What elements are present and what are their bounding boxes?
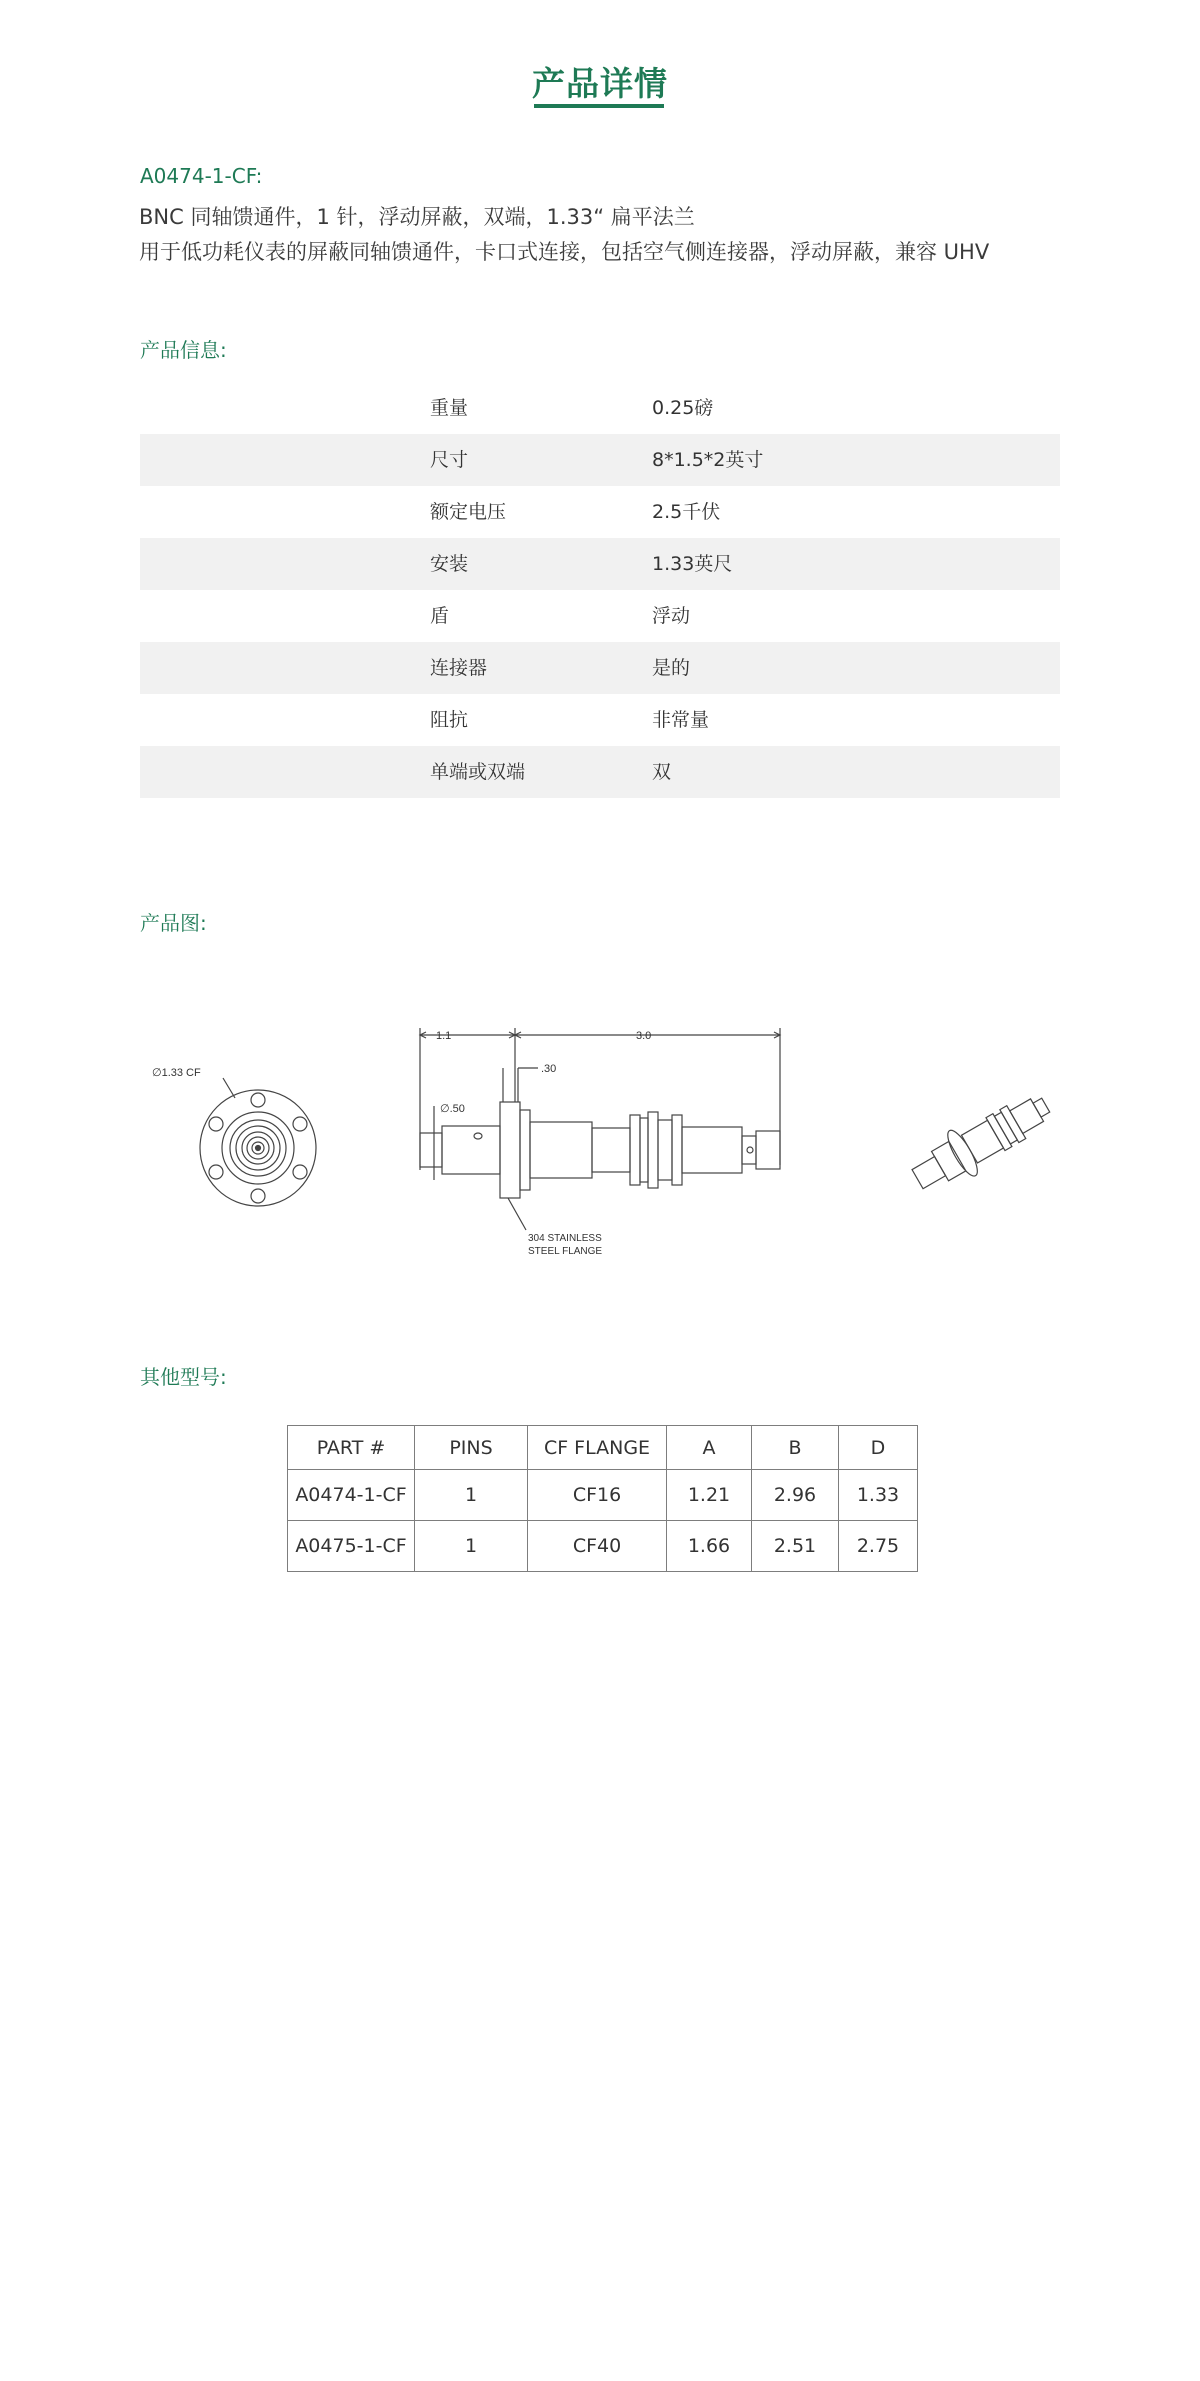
table-cell: 1.21 [667, 1470, 752, 1521]
product-info-table [140, 382, 1060, 798]
table-cell: A0474-1-CF [288, 1470, 415, 1521]
info-value: 0.25磅 [652, 397, 714, 419]
table-cell: 2.75 [839, 1521, 918, 1572]
table-cell: 1.33 [839, 1470, 918, 1521]
description-line-1: BNC 同轴馈通件，1 针，浮动屏蔽，双端，1.33“ 扁平法兰 [139, 205, 695, 229]
info-key: 安装 [430, 553, 469, 575]
table-cell: CF16 [528, 1470, 667, 1521]
table-header-row [288, 1426, 918, 1470]
info-value: 浮动 [652, 605, 691, 627]
title-underline [534, 104, 664, 108]
table-cell: 2.96 [752, 1470, 839, 1521]
flange-front-view [200, 1078, 316, 1206]
feedthrough-isometric-view [905, 1083, 1059, 1202]
info-key: 尺寸 [430, 449, 469, 471]
col-d: D [839, 1426, 918, 1470]
col-part: PART # [288, 1426, 415, 1470]
dim-left-label: 1.1 [436, 1030, 452, 1042]
other-models-table [287, 1425, 918, 1572]
table-cell: CF40 [528, 1521, 667, 1572]
info-row-ends [140, 746, 1060, 798]
dim-pin-label: ∅.50 [440, 1103, 465, 1115]
flange-diameter-label: ∅1.33 CF [152, 1067, 201, 1079]
info-row-weight [140, 382, 1060, 434]
info-key: 单端或双端 [430, 761, 526, 783]
dim-total-label: 3.0 [636, 1030, 652, 1042]
col-a: A [667, 1426, 752, 1470]
part-number-label: A0474-1-CF: [140, 164, 263, 188]
description-line-2: 用于低功耗仪表的屏蔽同轴馈通件，卡口式连接，包括空气侧连接器，浮动屏蔽，兼容 UHV [139, 240, 990, 264]
feedthrough-side-view [420, 1028, 780, 1230]
info-value: 双 [652, 761, 672, 783]
page-title: 产品详情 [532, 64, 668, 103]
info-key: 盾 [430, 605, 450, 627]
info-key: 重量 [430, 397, 469, 419]
other-models-label: 其他型号: [140, 1365, 227, 1389]
table-cell: A0475-1-CF [288, 1521, 415, 1572]
col-cf-flange: CF FLANGE [528, 1426, 667, 1470]
table-cell: 1.66 [667, 1521, 752, 1572]
info-key: 阻抗 [430, 709, 469, 731]
info-row-impedance [140, 694, 1060, 746]
product-info-label: 产品信息: [140, 338, 227, 362]
info-value: 8*1.5*2英寸 [652, 449, 764, 471]
col-b: B [752, 1426, 839, 1470]
info-value: 非常量 [652, 709, 710, 731]
info-row-mounting [140, 538, 1060, 590]
info-row-size [140, 434, 1060, 486]
info-value: 是的 [652, 657, 691, 679]
technical-drawing [140, 990, 1060, 1270]
info-row-voltage [140, 486, 1060, 538]
table-row [288, 1521, 918, 1572]
col-pins: PINS [415, 1426, 528, 1470]
table-row [288, 1470, 918, 1521]
info-key: 连接器 [430, 657, 488, 679]
material-note-line2: STEEL FLANGE [528, 1246, 603, 1257]
table-cell: 1 [415, 1470, 528, 1521]
info-row-shield [140, 590, 1060, 642]
info-value: 2.5千伏 [652, 501, 721, 523]
info-key: 额定电压 [430, 501, 507, 523]
material-note-line1: 304 STAINLESS [528, 1233, 602, 1244]
table-cell: 2.51 [752, 1521, 839, 1572]
product-drawing-label: 产品图: [140, 911, 207, 935]
info-row-connector [140, 642, 1060, 694]
dim-thickness-label: .30 [541, 1063, 557, 1075]
table-cell: 1 [415, 1521, 528, 1572]
info-value: 1.33英尺 [652, 553, 733, 575]
